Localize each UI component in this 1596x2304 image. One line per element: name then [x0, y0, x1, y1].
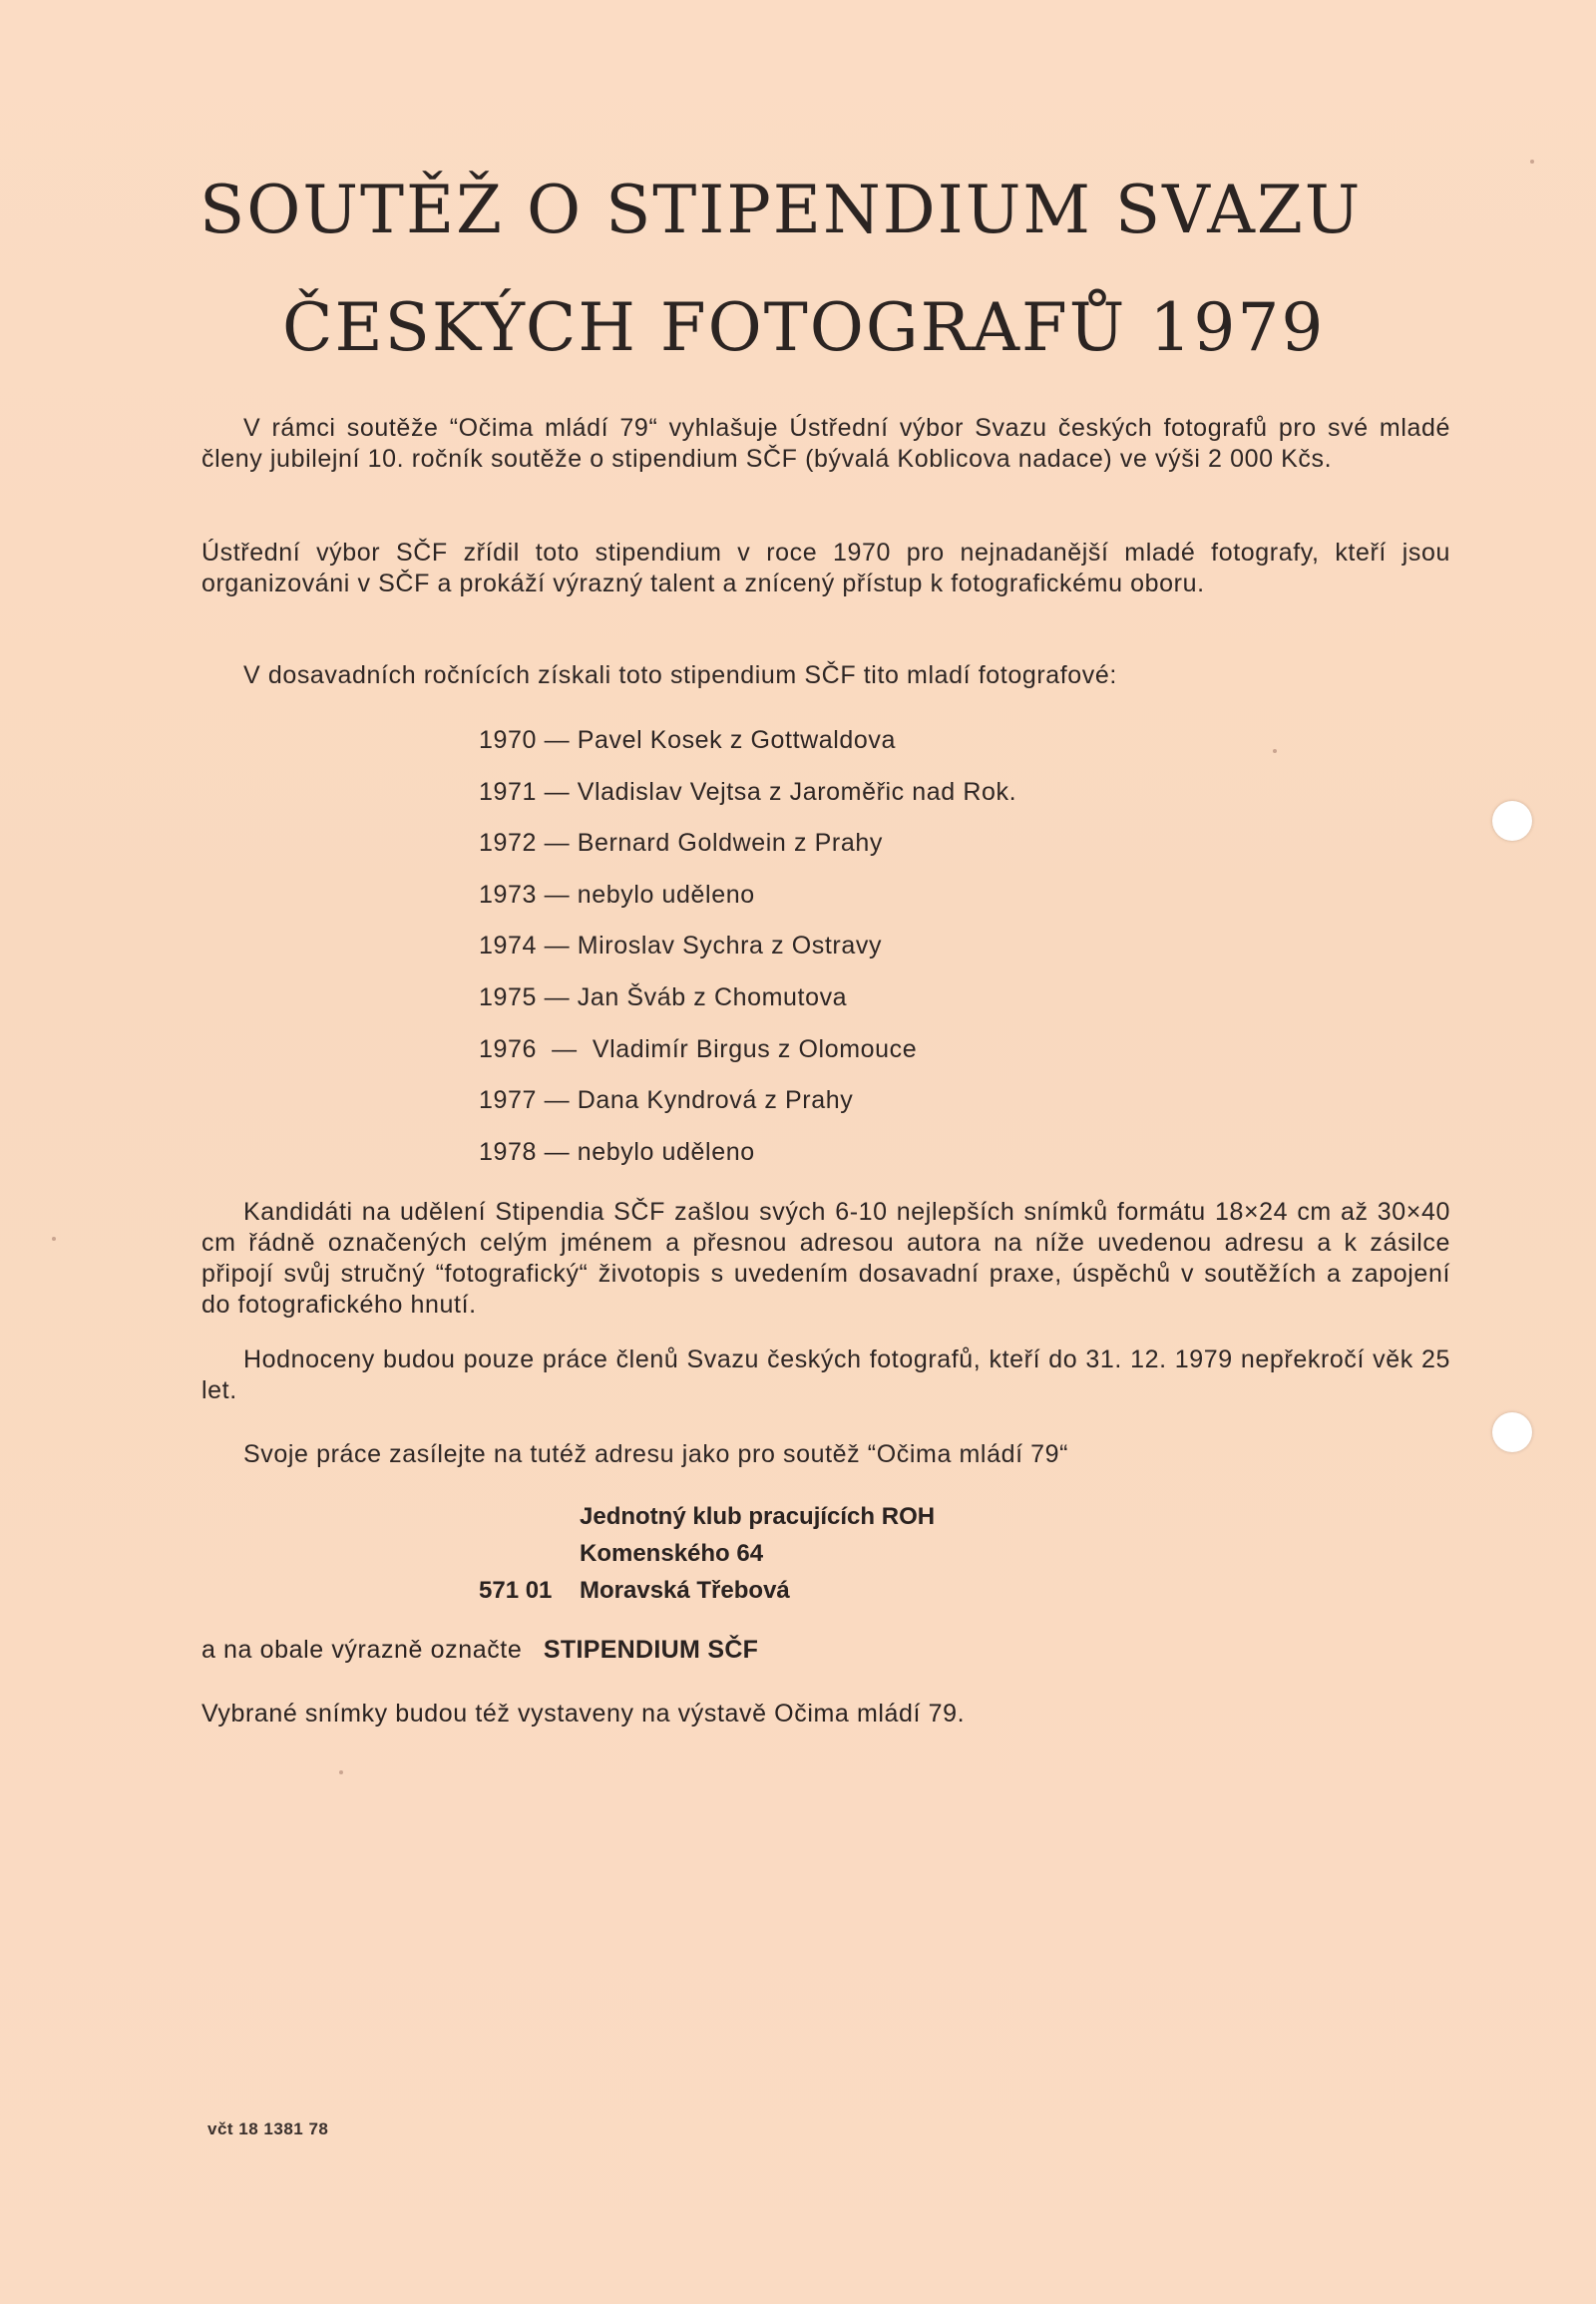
winner-year: 1973: [479, 880, 538, 909]
candidates-text: Kandidáti na udělení Stipendia SČF zašlou svých 6-10 nejlepších snímků formátu 18×24 cm až 30×40 cm řádně označených celým jménem a přesnou adresou autora na níže uvedenou adresu a k zásilce připojí svůj stručný “fotografický“ životopis s uvedením dosavadní praxe, úspěchů v soutěžích a zapojení do fotografického hnutí.: [201, 1198, 1450, 1319]
winner-text: nebylo uděleno: [577, 1137, 755, 1166]
title-line-1: SOUTĚŽ O STIPENDIUM SVAZU: [200, 172, 1363, 248]
send-to-paragraph: [201, 1439, 1450, 1470]
dash: —: [544, 829, 571, 858]
punch-hole-bottom: [1492, 1412, 1532, 1452]
evaluation-paragraph: [201, 1344, 1450, 1406]
winner-text: Vladislav Vejtsa z Jaroměřic nad Rok.: [577, 777, 1017, 806]
send-to-text: Svoje práce zasílejte na tutéž adresu jako pro soutěž “Očima mládí 79“: [243, 1440, 1069, 1468]
winner-year: 1970: [479, 726, 538, 754]
winner-text: nebylo uděleno: [577, 880, 755, 909]
winner-row: [479, 875, 1177, 927]
winner-row: [479, 926, 1177, 977]
winner-year: 1976: [479, 1034, 538, 1063]
winner-row: [479, 1029, 1177, 1081]
punch-hole-top: [1492, 801, 1532, 841]
final-note: Vybrané snímky budou též vystaveny na výstavě Očima mládí 79.: [201, 1700, 966, 1728]
print-code: včt 18 1381 78: [207, 2119, 329, 2138]
winners-intro-text: V dosavadních ročnících získali toto stipendium SČF tito mladí fotografové:: [243, 661, 1117, 689]
dash: —: [544, 1137, 571, 1166]
address-line-1: Jednotný klub pracujících ROH: [580, 1503, 936, 1530]
winner-year: 1972: [479, 829, 538, 858]
paper-speck: [339, 1770, 343, 1774]
marking-prefix: a na obale výrazně označte: [201, 1636, 523, 1664]
winners-intro-paragraph: [201, 660, 1450, 691]
dash: —: [544, 1086, 571, 1115]
marking-label: STIPENDIUM SČF: [543, 1636, 759, 1664]
dash: —: [552, 1034, 578, 1063]
dash: —: [544, 726, 571, 754]
winner-row: [479, 1132, 1177, 1184]
address-line-2: Komenského 64: [580, 1540, 764, 1567]
winner-row: [479, 772, 1177, 824]
winner-year: 1974: [479, 932, 538, 960]
winner-row: [479, 1080, 1177, 1132]
envelope-marking: [201, 1636, 758, 1665]
winner-text: Jan Šváb z Chomutova: [577, 982, 848, 1011]
candidates-paragraph: [201, 1197, 1450, 1321]
paper-speck: [1273, 749, 1277, 753]
founded-paragraph: [201, 538, 1450, 599]
winner-text: Dana Kyndrová z Prahy: [577, 1086, 854, 1115]
dash: —: [544, 777, 571, 806]
winner-year: 1971: [479, 777, 538, 806]
winner-text: Bernard Goldwein z Prahy: [577, 829, 883, 858]
evaluation-text: Hodnoceny budou pouze práce členů Svazu českých fotografů, kteří do 31. 12. 1979 nepřekročí věk 25 let.: [201, 1345, 1450, 1404]
intro-paragraph: [201, 413, 1450, 475]
winner-row: [479, 977, 1177, 1029]
paper-speck: [1530, 160, 1534, 164]
winners-list: [479, 720, 1177, 1183]
winner-year: 1975: [479, 982, 538, 1011]
address-city: Moravská Třebová: [580, 1577, 790, 1604]
dash: —: [544, 880, 571, 909]
winner-year: 1978: [479, 1137, 538, 1166]
winner-text: Pavel Kosek z Gottwaldova: [577, 726, 897, 754]
winner-year: 1977: [479, 1086, 538, 1115]
winner-text: Vladimír Birgus z Olomouce: [592, 1034, 918, 1063]
founded-text: Ústřední výbor SČF zřídil toto stipendium v roce 1970 pro nejnadanější mladé fotografy, kteří jsou organizováni v SČF a prokáží výrazný talent a znícený přístup k fotografickému oboru.: [201, 539, 1450, 597]
title-line-2: ČESKÝCH FOTOGRAFŮ 1979: [282, 289, 1326, 366]
dash: —: [544, 982, 571, 1011]
winner-row: [479, 823, 1177, 875]
winner-row: [479, 720, 1177, 772]
paper-speck: [52, 1237, 56, 1241]
dash: —: [544, 932, 571, 960]
winner-text: Miroslav Sychra z Ostravy: [577, 932, 883, 960]
address-zip: 571 01: [479, 1577, 553, 1604]
postal-address: [479, 1498, 935, 1609]
intro-text: V rámci soutěže “Očima mládí 79“ vyhlašuje Ústřední výbor Svazu českých fotografů pro své mladé členy jubilejní 10. ročník soutěže o stipendium SČF (bývalá Koblicova nadace) ve výši 2 000 Kčs.: [201, 414, 1450, 473]
